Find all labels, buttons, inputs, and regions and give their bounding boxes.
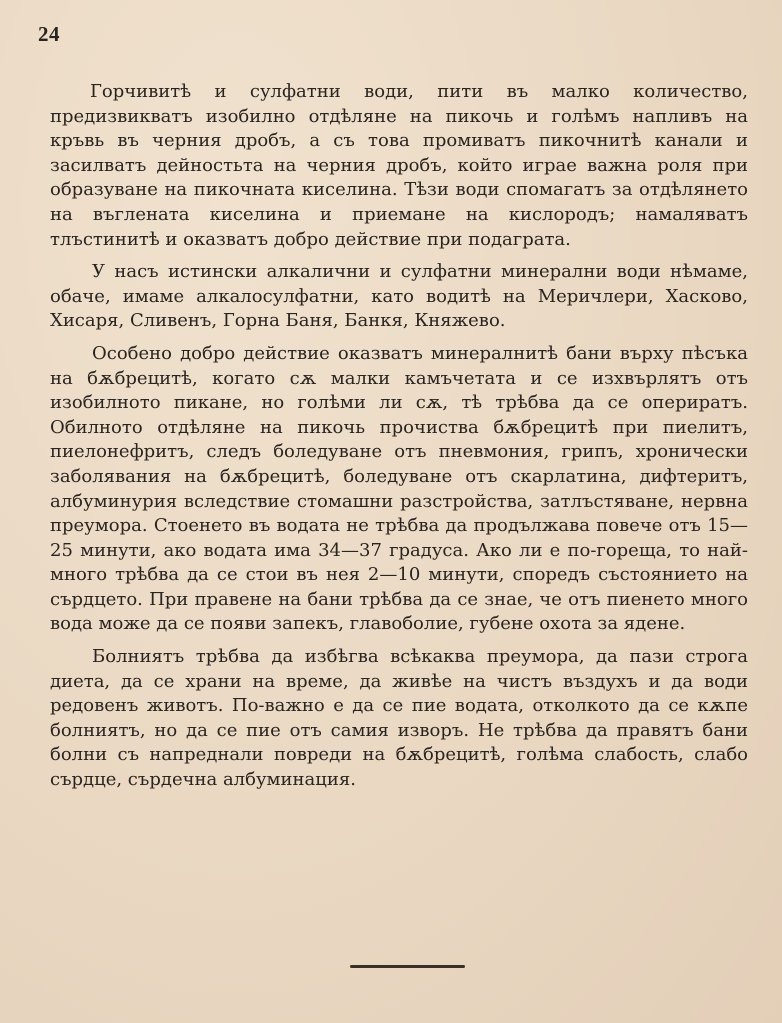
paragraph-bitter-sulfate-waters: Горчивитѣ и сулфатни води, пити въ малко количество, предизвикватъ изобилно отдѣляне на пикочь и голѣмъ напливъ на кръвь въ черния дробъ, а съ това промиватъ пикочнитѣ канали и засилватъ дейностьта на черния дробъ, който играе важна роля при образуване на пикочната киселина. Тѣзи води спомагатъ за отдѣлянето на въглената киселина и приемане на кислородъ; намаляватъ тлъстинитѣ и оказватъ добро действие при подаграта. (50, 81, 748, 250)
section-end-rule (350, 965, 465, 968)
paragraph-kidney-baths: Особено добро действие оказватъ минералнитѣ бани върху пѣсъка на бѫбрецитѣ, когато сѫ малки камъчетата и се изхвърлятъ отъ изобилното пикане, но голѣми ли сѫ, тѣ трѣбва да се опериратъ. Обилното отдѣляне на пикочь прочиства бѫбрецитѣ при пиелитъ, пиелонефритъ, следъ боледуване отъ пневмония, грипъ, хронически заболявания на бѫбрецитѣ, боледуване отъ скарлатина, дифтеритъ, албуминурия вследствие стомашни разстройства, затлъстяване, нервна преумора. Стоенето въ водата не трѣбва да продължава повече отъ 15—25 минути, ако водата има 34—37 градуса. Ако ли е по-гореща, то най-много трѣбва да се стои въ нея 2—10 минути, споредъ състоянието на сърдцето. При правене на бани трѣбва да се знае, че отъ пиенето много вода може да се появи запекъ, главоболие, губене охота за ядене. (50, 342, 748, 635)
body-text (50, 80, 748, 801)
paragraph-patient-regimen: Болниятъ трѣбва да избѣгва всѣкаква преумора, да пази строга диета, да се храни на време, да живѣе на чистъ въздухъ и да води редовенъ животъ. По-важно е да се пие водата, отколкото да се кѫпе болниятъ, но да се пие отъ самия изворъ. Не трѣбва да правятъ бани болни съ напреднали повреди на бѫбрецитѣ, голѣма слабость, слабо сърдце, сърдечна албуминация. (50, 646, 748, 791)
page-number: 24 (38, 22, 60, 46)
paragraph-bulgarian-springs: У насъ истински алкалични и сулфатни минерални води нѣмаме, обаче, имаме алкалосулфатни, като водитѣ на Меричлери, Хасково, Хисаря, Сливенъ, Горна Баня, Банкя, Княжево. (50, 261, 748, 332)
